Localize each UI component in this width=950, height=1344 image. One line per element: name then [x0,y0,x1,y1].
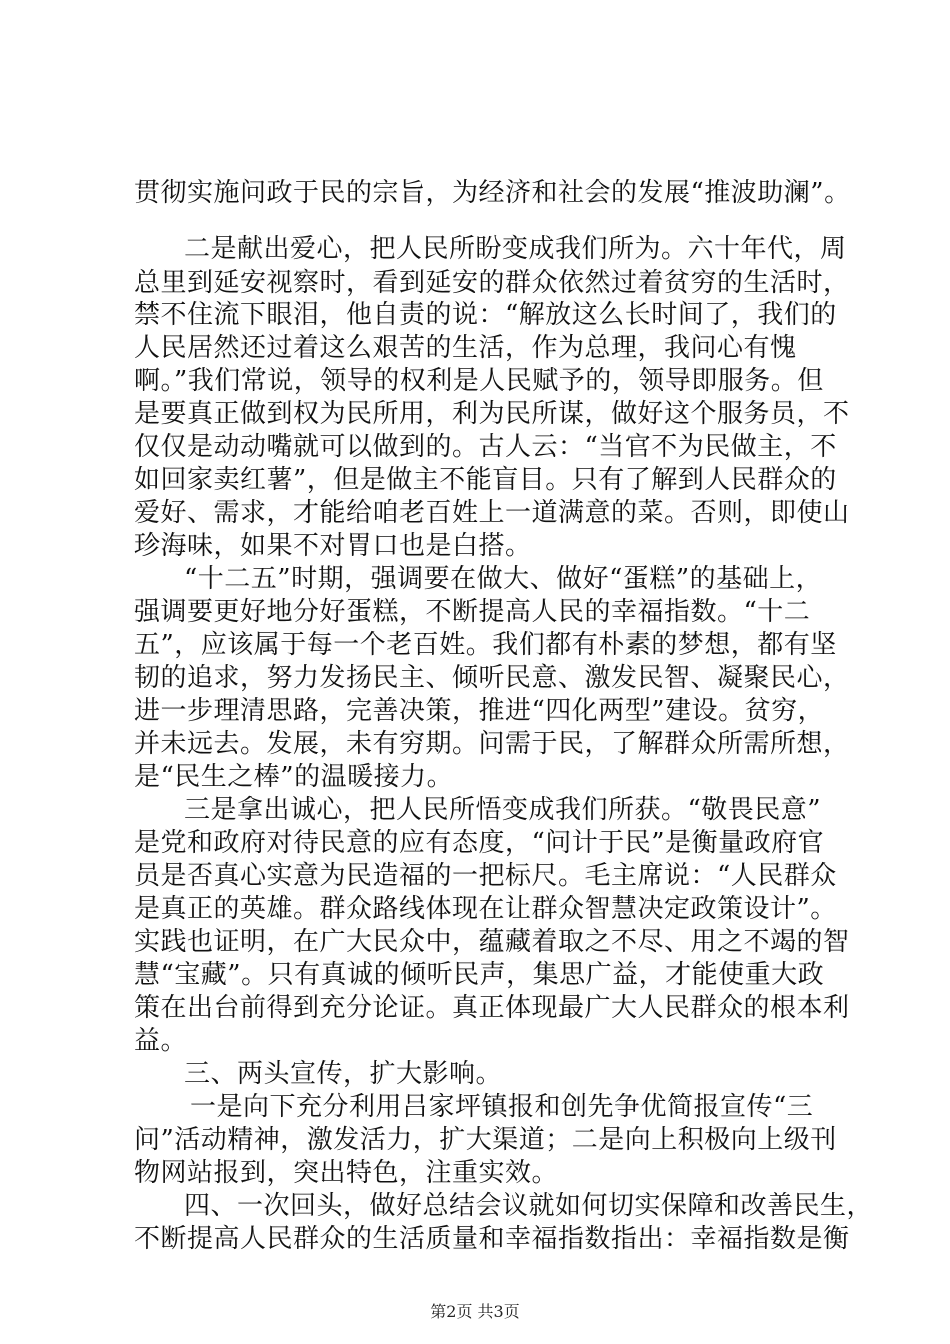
text-line: 员是否真心实意为民造福的一把标尺。毛主席说：“人民群众 [134,861,837,891]
text-line: 如回家卖红薯”，但是做主不能盲目。只有了解到人民群众的 [134,465,837,495]
text-line: 是党和政府对待民意的应有态度，“问计于民”是衡量政府官 [134,828,825,858]
text-line: 是“民生之棒”的温暖接力。 [134,762,454,792]
text-line: 总里到延安视察时，看到延安的群众依然过着贫穷的生活时， [134,268,850,298]
text-line: 慧“宝藏”。只有真诚的倾听民声，集思广益，才能使重大政 [134,960,825,990]
text-line: “十二五”时期，强调要在做大、做好“蛋糕”的基础上， [184,564,823,594]
text-line: 人民居然还过着这么艰苦的生活，作为总理，我问心有愧 [134,333,797,363]
text-line: 四、一次回头，做好总结会议就如何切实保障和改善民生， [184,1191,874,1221]
text-line: 贯彻实施问政于民的宗旨，为经济和社会的发展“推波助澜”。 [134,178,851,208]
text-line: 韧的追求，努力发扬民主、倾听民意、激发民智、凝聚民心， [134,663,850,693]
text-line: 一是向下充分利用吕家坪镇报和创先争优简报宣传“三 [190,1092,814,1122]
text-line: 啊。”我们常说，领导的权利是人民赋予的，领导即服务。但 [134,366,824,396]
text-line: 实践也证明，在广大民众中，蕴藏着取之不尽、用之不竭的智 [134,927,850,957]
text-line: 物网站报到，突出特色，注重实效。 [134,1158,559,1188]
text-line: 二是献出爱心，把人民所盼变成我们所为。六十年代，周 [184,234,847,264]
text-line: 珍海味，如果不对胃口也是白搭。 [134,531,532,561]
text-line: 是要真正做到权为民所用，利为民所谋，做好这个服务员，不 [134,399,850,429]
text-line: 进一步理清思路，完善决策，推进“四化两型”建设。贫穷， [134,696,825,726]
text-line: 策在出台前得到充分论证。真正体现最广大人民群众的根本利 [134,993,850,1023]
text-line: 问”活动精神，激发活力，扩大渠道；二是向上积极向上级刊 [134,1125,837,1155]
text-line: 五”，应该属于每一个老百姓。我们都有朴素的梦想，都有坚 [134,630,837,660]
text-line: 禁不住流下眼泪，他自责的说：“解放这么长时间了，我们的 [134,300,837,330]
text-line: 三是拿出诚心，把人民所悟变成我们所获。“敬畏民意” [184,795,822,825]
section-heading: 三、两头宣传，扩大影响。 [184,1059,503,1089]
text-line: 仅仅是动动嘴就可以做到的。古人云：“当官不为民做主，不 [134,432,837,462]
page-number-footer: 第2页 共3页 [430,1302,520,1321]
text-line: 益。 [134,1026,188,1056]
text-line: 爱好、需求，才能给咱老百姓上一道满意的菜。否则，即使山 [134,498,850,528]
text-line: 强调要更好地分好蛋糕，不断提高人民的幸福指数。“十二 [134,597,811,627]
text-line: 是真正的英雄。群众路线体现在让群众智慧决定政策设计”。 [134,894,837,924]
text-line: 不断提高人民群众的生活质量和幸福指数指出：幸福指数是衡 [134,1224,850,1254]
text-line: 并未远去。发展，未有穷期。问需于民，了解群众所需所想， [134,729,850,759]
